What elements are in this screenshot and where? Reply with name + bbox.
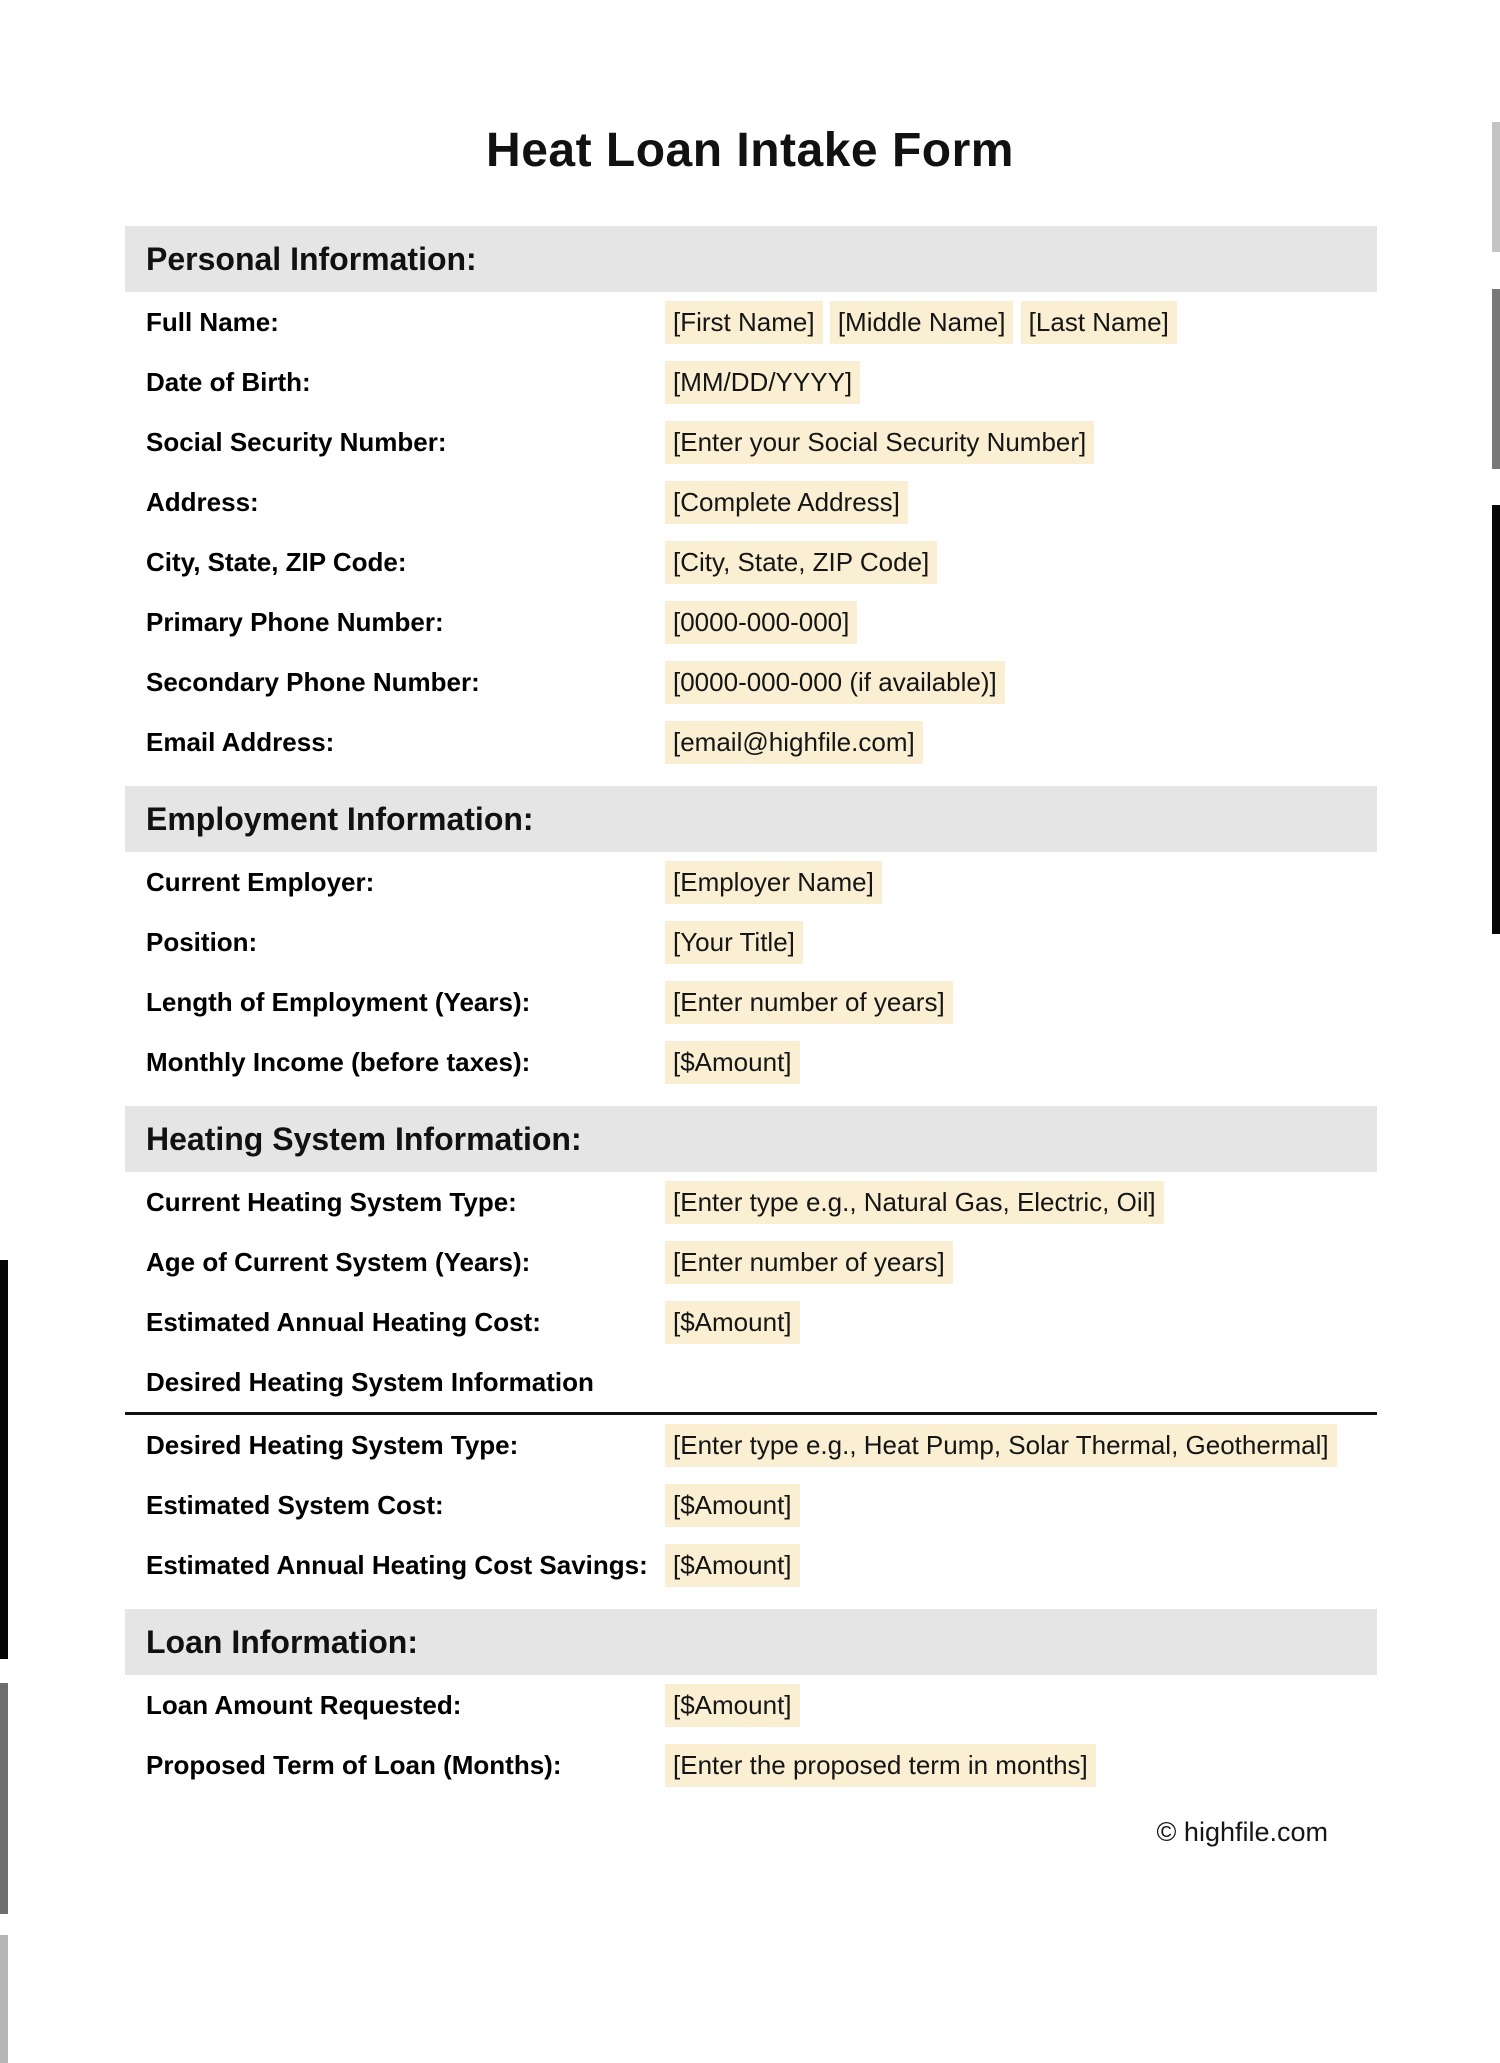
form-row-monthly-income [0, 1032, 1500, 1092]
subsection-heading-desired-heating-system [0, 1352, 1500, 1412]
field-placeholder[interactable]: [email@highfile.com] [665, 721, 923, 764]
scan-artifact-bar-right-gray [1492, 289, 1500, 469]
form-row-proposed-term [0, 1735, 1500, 1795]
form-row-address [0, 472, 1500, 532]
section-header-loan-information [125, 1609, 1377, 1675]
field-value [665, 481, 908, 524]
field-placeholder[interactable]: [Enter number of years] [665, 1241, 953, 1284]
section-header-label: Employment Information: [146, 800, 534, 837]
field-placeholder[interactable]: [Enter your Social Security Number] [665, 421, 1094, 464]
field-placeholder[interactable]: [Enter type e.g., Heat Pump, Solar Thermal, Geothermal] [665, 1424, 1337, 1467]
field-placeholder-first-name[interactable]: [First Name] [665, 301, 823, 344]
field-placeholder[interactable]: [MM/DD/YYYY] [665, 361, 860, 404]
field-value [665, 981, 953, 1024]
field-label: Date of Birth: [146, 366, 311, 397]
field-value [665, 1684, 800, 1727]
field-label: Email Address: [146, 726, 335, 757]
field-value [665, 1744, 1096, 1787]
form-row-position [0, 912, 1500, 972]
field-placeholder[interactable]: [$Amount] [665, 1484, 800, 1527]
form-row-city-state-zip [0, 532, 1500, 592]
field-placeholder[interactable]: [$Amount] [665, 1041, 800, 1084]
field-label: Loan Amount Requested: [146, 1689, 462, 1720]
field-label: Current Heating System Type: [146, 1186, 517, 1217]
field-value [665, 361, 860, 404]
field-label: Current Employer: [146, 866, 375, 897]
field-value [665, 301, 1177, 344]
field-placeholder-last-name[interactable]: [Last Name] [1021, 301, 1177, 344]
form-row-primary-phone [0, 592, 1500, 652]
form-row-date-of-birth [0, 352, 1500, 412]
field-value [665, 861, 882, 904]
field-label: Address: [146, 486, 259, 517]
field-label: City, State, ZIP Code: [146, 546, 407, 577]
field-placeholder[interactable]: [0000-000-000 (if available)] [665, 661, 1005, 704]
form-row-ssn [0, 412, 1500, 472]
form-row-current-employer [0, 852, 1500, 912]
document-page [0, 122, 1500, 2063]
field-placeholder[interactable]: [Enter the proposed term in months] [665, 1744, 1096, 1787]
field-label: Position: [146, 926, 258, 957]
form-row-current-heating-type [0, 1172, 1500, 1232]
field-placeholder[interactable]: [Employer Name] [665, 861, 882, 904]
subsection-heading-label: Desired Heating System Information [146, 1366, 594, 1397]
field-placeholder[interactable]: [$Amount] [665, 1544, 800, 1587]
field-label: Estimated Annual Heating Cost Savings: [146, 1549, 648, 1580]
form-row-age-of-current-system [0, 1232, 1500, 1292]
field-placeholder-middle-name[interactable]: [Middle Name] [830, 301, 1014, 344]
field-value [665, 421, 1094, 464]
section-header-heating-system-information [125, 1106, 1377, 1172]
field-value [665, 721, 923, 764]
field-label: Desired Heating System Type: [146, 1429, 519, 1460]
field-value [665, 921, 803, 964]
field-value [665, 1424, 1337, 1467]
scan-artifact-bar-right-lightgray [1492, 122, 1500, 252]
field-label: Full Name: [146, 306, 279, 337]
field-label: Secondary Phone Number: [146, 666, 480, 697]
field-value [665, 661, 1005, 704]
field-value [665, 541, 937, 584]
section-header-personal-information [125, 226, 1377, 292]
field-value [665, 1041, 800, 1084]
scan-artifact-bar-left-lightgray [0, 1935, 8, 2063]
form-row-desired-heating-type [0, 1415, 1500, 1475]
form-row-secondary-phone [0, 652, 1500, 712]
field-label: Primary Phone Number: [146, 606, 444, 637]
field-value [665, 601, 857, 644]
field-label: Length of Employment (Years): [146, 986, 531, 1017]
field-placeholder[interactable]: [Enter type e.g., Natural Gas, Electric, Oil] [665, 1181, 1164, 1224]
field-placeholder[interactable]: [$Amount] [665, 1301, 800, 1344]
field-label: Monthly Income (before taxes): [146, 1046, 531, 1077]
field-label: Estimated Annual Heating Cost: [146, 1306, 541, 1337]
form-row-estimated-annual-heating-cost [0, 1292, 1500, 1352]
field-placeholder[interactable]: [0000-000-000] [665, 601, 857, 644]
field-value [665, 1181, 1164, 1224]
form-row-estimated-system-cost [0, 1475, 1500, 1535]
form-row-loan-amount-requested [0, 1675, 1500, 1735]
field-value [665, 1484, 800, 1527]
form-row-length-of-employment [0, 972, 1500, 1032]
section-header-employment-information [125, 786, 1377, 852]
section-header-label: Personal Information: [146, 240, 477, 277]
field-value [665, 1544, 800, 1587]
field-label: Proposed Term of Loan (Months): [146, 1749, 562, 1780]
field-placeholder[interactable]: [Complete Address] [665, 481, 908, 524]
field-label: Age of Current System (Years): [146, 1246, 531, 1277]
scan-artifact-bar-left-gray [0, 1683, 8, 1914]
form-row-email [0, 712, 1500, 772]
scan-artifact-bar-right-black [1492, 505, 1500, 934]
field-placeholder[interactable]: [Your Title] [665, 921, 803, 964]
form-row-full-name [0, 292, 1500, 352]
field-label: Estimated System Cost: [146, 1489, 444, 1520]
field-placeholder[interactable]: [Enter number of years] [665, 981, 953, 1024]
field-placeholder[interactable]: [$Amount] [665, 1684, 800, 1727]
field-value [665, 1241, 953, 1284]
page-title: Heat Loan Intake Form [486, 124, 1014, 177]
section-header-label: Heating System Information: [146, 1120, 582, 1157]
section-header-label: Loan Information: [146, 1623, 418, 1660]
field-placeholder[interactable]: [City, State, ZIP Code] [665, 541, 937, 584]
field-label: Social Security Number: [146, 426, 447, 457]
field-value [665, 1301, 800, 1344]
form-row-estimated-annual-savings [0, 1535, 1500, 1595]
copyright-footer: © highfile.com [1156, 1817, 1328, 1847]
scan-artifact-bar-left-black [0, 1260, 8, 1659]
